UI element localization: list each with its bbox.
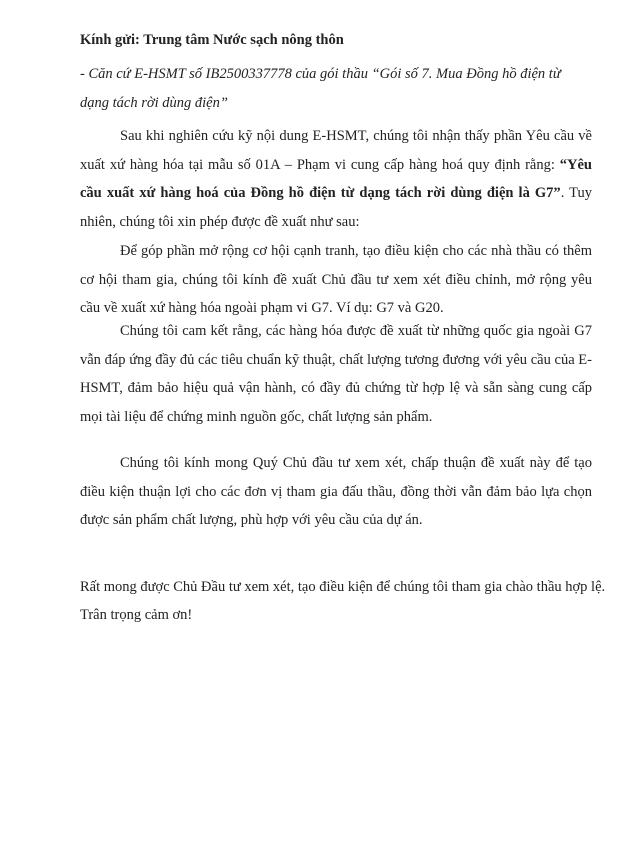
paragraph-4: Chúng tôi kính mong Quý Chủ đầu tư xem xét, chấp thuận đề xuất này để tạo điều kiện thuận lợi cho các đơn vị tham gia đấu thầu, đồng thời vẫn đảm bảo lựa chọn được sản phẩm chất lượng, phù hợp với yêu cầu của dự án. [80, 455, 592, 528]
paragraph-1-start: Sau khi nghiên cứu kỹ nội dung E-HSMT, chúng tôi nhận thấy phần Yêu cầu về xuất xứ hàng hóa tại mẫu số 01A – Phạm vi cung cấp hàng hoá quy định rằng: [80, 128, 592, 173]
paragraph-1-quote: “Yêu cầu xuất xứ hàng hoá của Đồng hồ điện từ dạng tách rời dùng điện là G7” [80, 156, 592, 201]
letter-greeting: Kính gửi: Trung tâm Nước sạch nông thôn [80, 32, 344, 48]
paragraph-2: Để góp phần mở rộng cơ hội cạnh tranh, tạo điều kiện cho các nhà thầu có thêm cơ hội tham gia, chúng tôi kính đề xuất Chủ đầu tư xem xét điều chỉnh, mở rộng yêu cầu về xuất xứ hàng hóa ngoài phạm vi G7. Ví dụ: G7 và G20. [80, 243, 592, 316]
paragraph-1-end: . Tuy nhiên, chúng tôi xin phép được đề xuất như sau: [80, 185, 592, 230]
paragraph-1 [80, 122, 592, 236]
paragraph-3: Chúng tôi cam kết rằng, các hàng hóa được đề xuất từ những quốc gia ngoài G7 vẫn đáp ứng đầy đủ các tiêu chuẩn kỹ thuật, chất lượng tương đương với yêu cầu của E-HSMT, đảm bảo hiệu quả vận hành, có đầy đủ chứng từ hợp lệ và sẵn sàng cung cấp mọi tài liệu để chứng minh nguồn gốc, chất lượng sản phẩm. [80, 323, 592, 425]
letter-basis: - Căn cứ E-HSMT số IB2500337778 của gói thầu “Gói số 7. Mua Đồng hồ điện từ dạng tách rời dùng điện” [80, 66, 561, 111]
letter-thanks: Trân trọng cảm ơn! [80, 607, 193, 623]
letter-closing: Rất mong được Chủ Đầu tư xem xét, tạo điều kiện để chúng tôi tham gia chào thầu hợp lệ. [80, 579, 606, 595]
